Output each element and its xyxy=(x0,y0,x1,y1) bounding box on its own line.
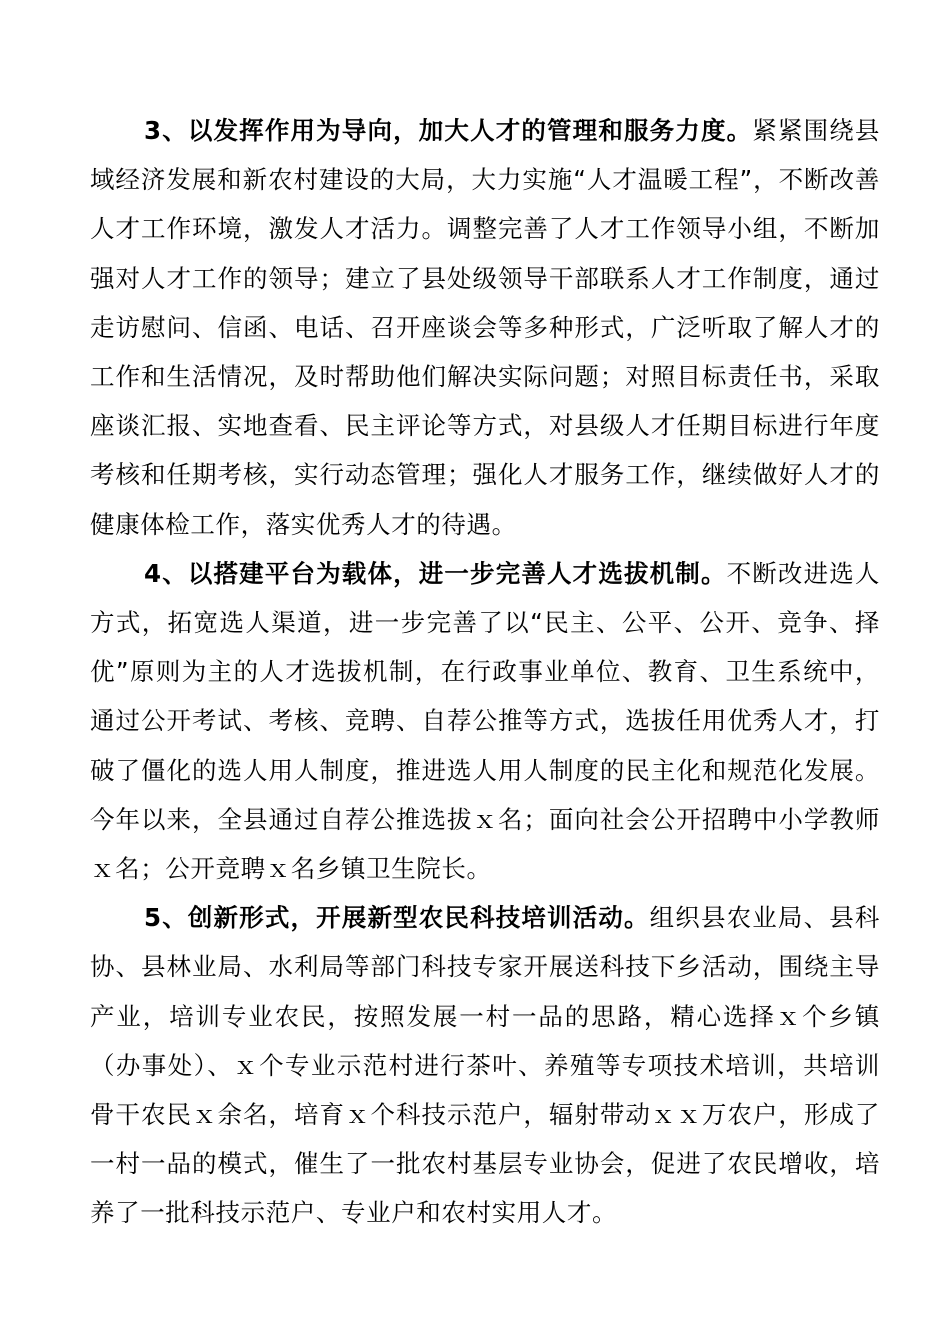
paragraph-4-heading: 4、以搭建平台为载体，进一步完善人才选拔机制。 xyxy=(144,558,727,588)
paragraph-5-heading: 5、创新形式，开展新型农民科技培训活动。 xyxy=(144,903,650,933)
paragraph-4 xyxy=(90,549,880,893)
paragraph-3-body: 紧紧围绕县域经济发展和新农村建设的大局，大力实施“人才温暖工程”，不断改善人才工作环境，激发人才活力。调整完善了人才工作领导小组，不断加强对人才工作的领导；建立了县处级领导干部联系人才工作制度，通过走访慰问、信函、电话、召开座谈会等多种形式，广泛听取了解人才的工作和生活情况，及时帮助他们解决实际问题；对照目标责任书，采取座谈汇报、实地查看、民主评论等方式，对县级人才任期目标进行年度考核和任期考核，实行动态管理；强化人才服务工作，继续做好人才的健康体检工作，落实优秀人才的待遇。 xyxy=(90,116,881,539)
paragraph-4-body: 不断改进选人方式，拓宽选人渠道，进一步完善了以“民主、公平、公开、竞争、择优”原则为主的人才选拔机制，在行政事业单位、教育、卫生系统中，通过公开考试、考核、竞聘、自荐公推等方式，选拔任用优秀人才，打破了僵化的选人用人制度，推进选人用人制度的民主化和规范化发展。今年以来，全县通过自荐公推选拔ｘ名；面向社会公开招聘中小学教师ｘ名；公开竞聘ｘ名乡镇卫生院长。 xyxy=(90,558,880,884)
paragraph-3 xyxy=(90,106,880,549)
paragraph-5-body: 组织县农业局、县科协、县林业局、水利局等部门科技专家开展送科技下乡活动，围绕主导产业，培训专业农民，按照发展一村一品的思路，精心选择ｘ个乡镇（办事处）、ｘ个专业示范村进行茶叶、养殖等专项技术培训，共培训骨干农民ｘ余名，培育ｘ个科技示范户，辐射带动ｘｘ万农户，形成了一村一品的模式，催生了一批农村基层专业协会，促进了农民增收，培养了一批科技示范户、专业户和农村实用人才。 xyxy=(90,903,880,1228)
document-page xyxy=(90,106,880,1238)
paragraph-3-heading: 3、以发挥作用为导向，加大人才的管理和服务力度。 xyxy=(144,116,753,145)
paragraph-5 xyxy=(90,893,880,1237)
